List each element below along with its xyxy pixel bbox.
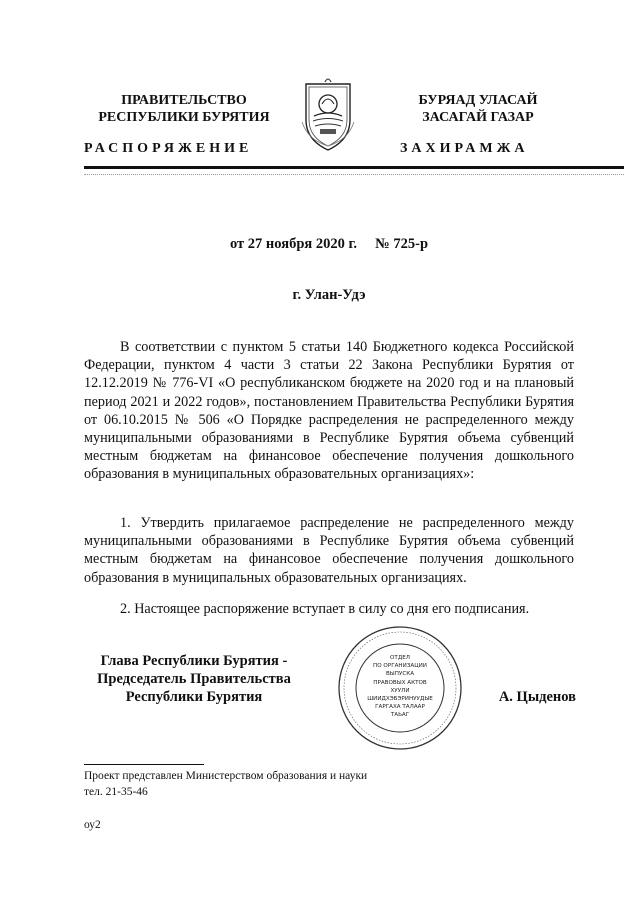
header-left-line2: РЕСПУБЛИКИ БУРЯТИЯ bbox=[98, 110, 270, 125]
header-dotted-line bbox=[84, 174, 624, 179]
coat-of-arms-emblem bbox=[298, 74, 358, 154]
signatory-name: А. Цыденов bbox=[498, 689, 576, 705]
stamp-line5: ХУУЛИ bbox=[390, 687, 410, 694]
item-1-paragraph bbox=[84, 514, 574, 587]
stamp-line1: ОТДЕЛ bbox=[390, 655, 410, 661]
item-1-text: 1. Утвердить прилагаемое распределение не распределенного между муниципальными образованиями в Республике Бурятия объема субвенций местным бюджетам на финансовое обеспечение получения дошкольного образования в муниципальных образовательных организациях. bbox=[84, 515, 574, 586]
doc-type-left: РАСПОРЯЖЕНИЕ bbox=[84, 141, 253, 156]
footer-rule bbox=[84, 764, 204, 765]
stamp-line8: ТАЬАГ bbox=[390, 712, 410, 719]
signatory-title-line1: Глава Республики Бурятия - bbox=[100, 653, 288, 669]
header-right-line1: БУРЯАД УЛАСАЙ bbox=[418, 93, 538, 108]
preamble-text: В соответствии с пунктом 5 статьи 140 Бюджетного кодекса Российской Федерации, пунктом 4 части 3 статьи 22 Закона Республики Бурятия от 12.12.2019 № 776-VI «О республиканском бюджете на 2020 год и на плановый период 2021 и 2022 годов», постановлением Правительства Республики Бурятия от 06.10.2015 № 506 «О Порядке распределения не распределенного между муниципальными образованиями в Республике Бурятия объема субвенций местным бюджетам на финансовое обеспечение получения дошкольного образования в муниципальных образовательных организациях»: bbox=[84, 339, 574, 483]
preamble-paragraph bbox=[84, 338, 574, 484]
footer-note bbox=[84, 768, 367, 800]
header-rule bbox=[84, 166, 624, 169]
stamp-line7: ГАРГАХА ТАЛААР bbox=[375, 704, 425, 711]
stamp-line4: ПРАВОВЫХ АКТОВ bbox=[373, 679, 427, 686]
header-right-line2: ЗАСАГАЙ ГАЗАР bbox=[422, 110, 534, 125]
signatory-title-block bbox=[84, 652, 304, 706]
stamp-line2: ПО ОРГАНИЗАЦИИ bbox=[373, 663, 427, 670]
doc-type-right: ЗАХИРАМЖА bbox=[400, 141, 529, 156]
header-right-block bbox=[378, 92, 578, 126]
city-line: г. Улан-Удэ bbox=[292, 287, 366, 303]
header-left-line1: ПРАВИТЕЛЬСТВО bbox=[121, 93, 247, 108]
stamp-line3: ВЫПУСКА bbox=[385, 671, 415, 678]
date-number-line: от 27 ноября 2020 г. № 725-р bbox=[229, 236, 429, 252]
header-left-block bbox=[84, 92, 284, 126]
footer-note-line1: Проект представлен Министерством образования и науки bbox=[84, 770, 368, 782]
signatory-title-line3: Республики Бурятия bbox=[125, 689, 263, 705]
item-2-text: 2. Настоящее распоряжение вступает в силу со дня его подписания. bbox=[120, 601, 530, 617]
signatory-title-line2: Председатель Правительства bbox=[97, 671, 291, 687]
item-2-paragraph bbox=[84, 600, 574, 618]
footer-note-line2: тел. 21-35-46 bbox=[84, 786, 148, 798]
stamp-line6: ШИИДХЭБЭРИНУУДЫЕ bbox=[367, 696, 433, 703]
footer-code: оу2 bbox=[84, 819, 101, 831]
official-stamp bbox=[336, 624, 464, 752]
